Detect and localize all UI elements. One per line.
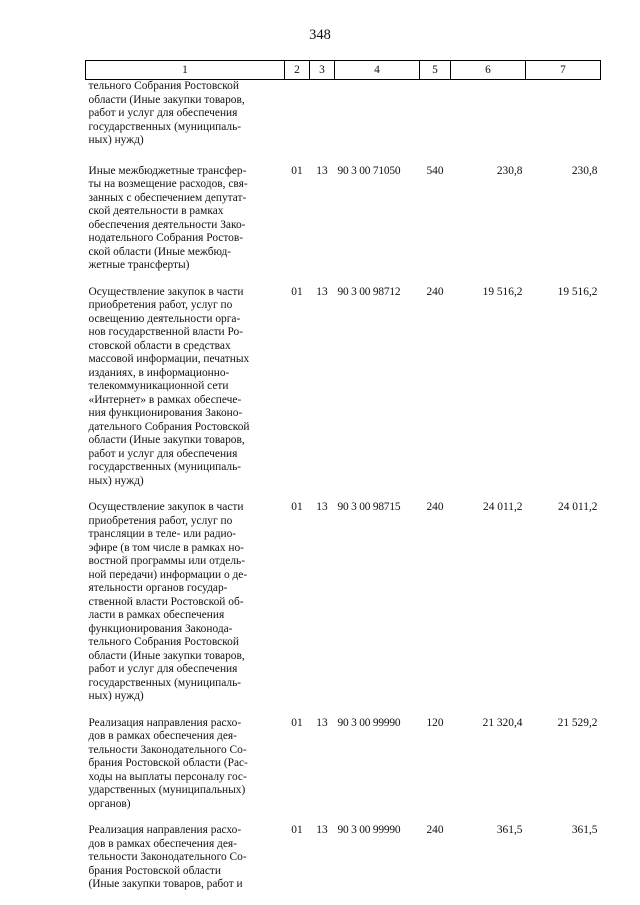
col-header-2: 2 <box>285 61 310 80</box>
row-amount-year-2: 19 516,2 <box>557 285 598 298</box>
table-row <box>86 714 601 822</box>
row-rz-code: 01 <box>291 824 303 836</box>
table-row <box>86 821 601 902</box>
table-row-continuation <box>86 80 601 162</box>
page-number: 348 <box>309 27 331 43</box>
col-header-3: 3 <box>310 61 335 80</box>
row-pr-code: 13 <box>316 716 328 729</box>
header-row <box>86 61 601 80</box>
col-header-5: 5 <box>420 61 451 80</box>
row-amount-year-1: 19 516,2 <box>482 285 523 298</box>
row-rz-code: 01 <box>291 164 303 177</box>
row-pr-code: 13 <box>316 824 328 836</box>
row-target-code: 90 3 00 98712 <box>337 285 401 298</box>
row-name: Осуществление закупок в части приобретения работ, услуг по освещению деятельности орга- нов государственной власти Ро- стовской области в средствах массовой информации, печатных изданиях, в информационно- телекоммуникационной сети «Интернет» в рамках обеспече- ния функционирования Законо- дательного Собрания Ростовской области (Иные закупки товаров, работ и услуг для обеспечения государственных (муниципаль- ных) нужд) <box>88 285 250 487</box>
row-amount-year-2: 21 529,2 <box>557 716 598 729</box>
row-amount-year-2: 24 011,2 <box>558 501 598 513</box>
row-name: Осуществление закупок в части приобретения работ, услуг по трансляции в теле- или радио- эфире (в том числе в рамках но- востной программы или отдель- ной передачи) информации о де- ятельности органов государ- ственной власти Ростовской об- ласти в рамках обеспечения функционирования Законода- тельного Собрания Ростовской области (Иные закупки товаров, работ и услуг для обеспечения государственных (муниципаль- ных) нужд) <box>88 501 248 702</box>
row-pr-code: 13 <box>316 164 328 177</box>
row-amount-year-1: 21 320,4 <box>482 716 523 729</box>
table-row <box>86 283 601 499</box>
row-name: Реализация направления расхо- дов в рамках обеспечения дея- тельности Законодательного Со- брания Ростовской области (Рас- ходы на выплаты персоналу гос- ударственных (муниципальных) органов) <box>88 716 248 810</box>
row-expense-type-code: 240 <box>426 501 444 513</box>
row-name-continuation: тельного Собрания Ростовской области (Иные закупки товаров, работ и услуг для обеспечения государственных (муниципаль- ных) нужд) <box>88 80 245 146</box>
row-amount-year-1: 24 011,2 <box>483 501 523 513</box>
row-expense-type-code: 240 <box>426 824 444 836</box>
row-target-code: 90 3 00 99990 <box>337 716 401 729</box>
table-row <box>86 498 601 714</box>
row-target-code: 90 3 00 98715 <box>337 501 401 513</box>
row-amount-year-2: 230,8 <box>571 164 598 177</box>
row-amount-year-2: 361,5 <box>571 824 598 836</box>
col-header-7: 7 <box>526 61 601 80</box>
row-expense-type-code: 120 <box>426 716 444 729</box>
row-target-code: 90 3 00 71050 <box>337 164 401 177</box>
row-rz-code: 01 <box>291 716 303 729</box>
row-amount-year-1: 230,8 <box>496 164 523 177</box>
row-pr-code: 13 <box>316 501 328 513</box>
col-header-4: 4 <box>335 61 420 80</box>
row-expense-type-code: 240 <box>426 285 444 298</box>
row-name: Реализация направления расхо- дов в рамках обеспечения дея- тельности Законодательного Со- брания Ростовской области (Иные закупки товаров, работ и <box>88 824 247 890</box>
row-rz-code: 01 <box>291 501 303 513</box>
row-name: Иные межбюджетные трансфер- ты на возмещение расходов, свя- занных с обеспечением депутат- ской деятельности в рамках обеспечения деятельности Зако- нодательного Собрания Ростов- ской области (Иные межбюд- жетные трансферты) <box>88 164 248 271</box>
row-pr-code: 13 <box>316 285 328 298</box>
col-header-6: 6 <box>451 61 526 80</box>
row-expense-type-code: 540 <box>426 164 444 177</box>
row-rz-code: 01 <box>291 285 303 298</box>
col-header-1: 1 <box>86 61 285 80</box>
budget-table <box>85 60 601 902</box>
row-amount-year-1: 361,5 <box>496 824 523 836</box>
row-target-code: 90 3 00 99990 <box>337 824 401 836</box>
table-row <box>86 162 601 283</box>
